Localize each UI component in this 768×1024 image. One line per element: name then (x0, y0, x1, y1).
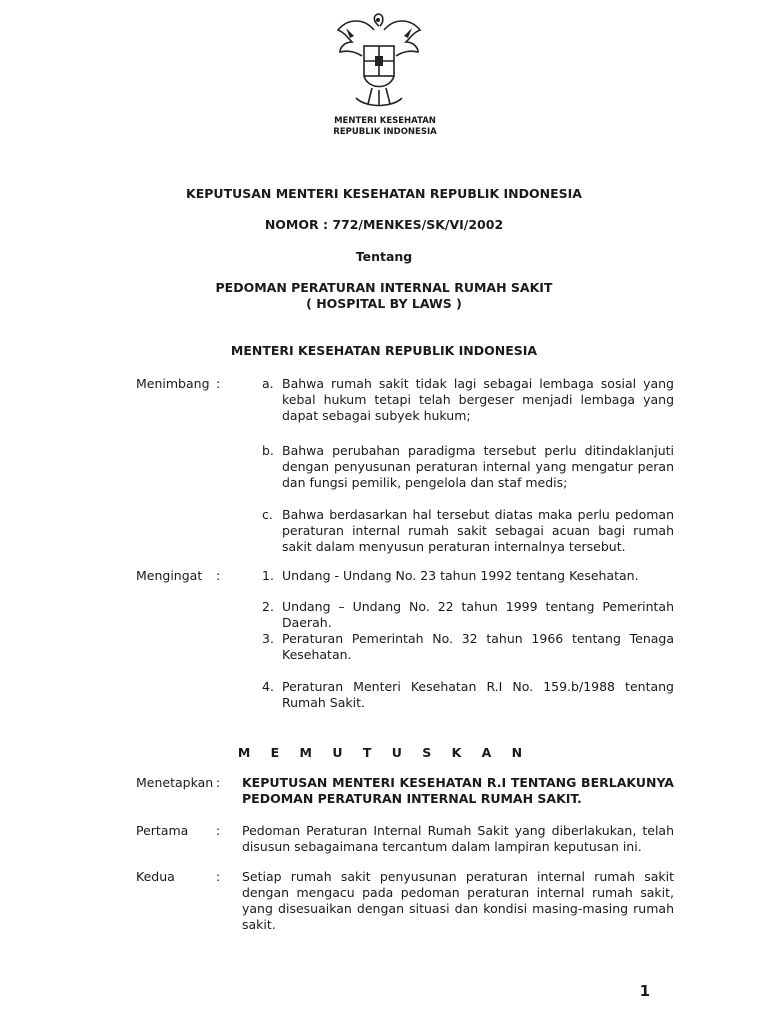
menimbang-colon: : (216, 376, 221, 391)
pertama-label: Pertama (136, 823, 189, 838)
menetapkan-label: Menetapkan (136, 775, 214, 790)
decree-about: Tentang (355, 249, 413, 264)
menetapkan-colon: : (216, 775, 221, 790)
decree-subject-english: ( HOSPITAL BY LAWS ) (306, 296, 462, 311)
mengingat-item-1: Undang - Undang No. 23 tahun 1992 tentang Kesehatan. (282, 568, 639, 583)
menimbang-marker-c: c. (262, 507, 273, 522)
menimbang-item-b: Bahwa perubahan paradigma tersebut perlu ditindaklanjuti dengan penyusunan peraturan internal yang mengatur peran dan fungsi pemilik, pengelola dan staf medis; (282, 443, 674, 490)
mengingat-marker-2: 2. (262, 599, 274, 614)
garuda-emblem-icon (334, 12, 424, 112)
decree-number: NOMOR : 772/MENKES/SK/VI/2002 (264, 217, 504, 232)
mengingat-colon: : (216, 568, 221, 583)
ministry-caption-line1: MENTERI KESEHATAN (334, 116, 436, 126)
mengingat-marker-4: 4. (262, 679, 274, 694)
decree-authority: MENTERI KESEHATAN REPUBLIK INDONESIA (230, 343, 538, 358)
kedua-label: Kedua (136, 869, 175, 884)
ministry-caption-line2: REPUBLIK INDONESIA (333, 127, 437, 137)
mengingat-item-4: Peraturan Menteri Kesehatan R.I No. 159.b/1988 tentang Rumah Sakit. (282, 679, 674, 710)
mengingat-item-2: Undang – Undang No. 22 tahun 1999 tentang Pemerintah Daerah. (282, 599, 674, 630)
mengingat-marker-1: 1. (262, 568, 274, 583)
pertama-colon: : (216, 823, 221, 838)
mengingat-label: Mengingat (136, 568, 203, 583)
decree-title: KEPUTUSAN MENTERI KESEHATAN REPUBLIK INDONESIA (186, 186, 582, 201)
memutuskan-heading (0, 742, 768, 761)
kedua-text: Setiap rumah sakit penyusunan peraturan internal rumah sakit dengan mengacu pada pedoman peraturan internal rumah sakit, yang disesuaikan dengan situasi dan kondisi masing-masing rumah sakit. (242, 869, 674, 932)
menimbang-marker-b: b. (262, 443, 274, 458)
decree-subject: PEDOMAN PERATURAN INTERNAL RUMAH SAKIT (215, 280, 553, 295)
menetapkan-text: KEPUTUSAN MENTERI KESEHATAN R.I TENTANG BERLAKUNYA PEDOMAN PERATURAN INTERNAL RUMAH SAKIT. (242, 775, 674, 806)
mengingat-marker-3: 3. (262, 631, 274, 646)
menimbang-item-a: Bahwa rumah sakit tidak lagi sebagai lembaga sosial yang kebal hukum tetapi telah bergeser menjadi lembaga yang dapat sebagai subyek hukum; (282, 376, 674, 423)
mengingat-item-3: Peraturan Pemerintah No. 32 tahun 1966 tentang Tenaga Kesehatan. (282, 631, 674, 662)
memutuskan-text: M E M U T U S K A N (237, 745, 531, 760)
menimbang-label: Menimbang (136, 376, 210, 391)
page-number: 1 (639, 982, 650, 1000)
menimbang-item-c: Bahwa berdasarkan hal tersebut diatas maka perlu pedoman peraturan internal rumah sakit sebagai acuan bagi rumah sakit dalam menyusun peraturan internalnya tersebut. (282, 507, 674, 554)
pertama-text: Pedoman Peraturan Internal Rumah Sakit yang diberlakukan, telah disusun sebagaimana tercantum dalam lampiran keputusan ini. (242, 823, 674, 854)
kedua-colon: : (216, 869, 221, 884)
menimbang-marker-a: a. (262, 376, 274, 391)
